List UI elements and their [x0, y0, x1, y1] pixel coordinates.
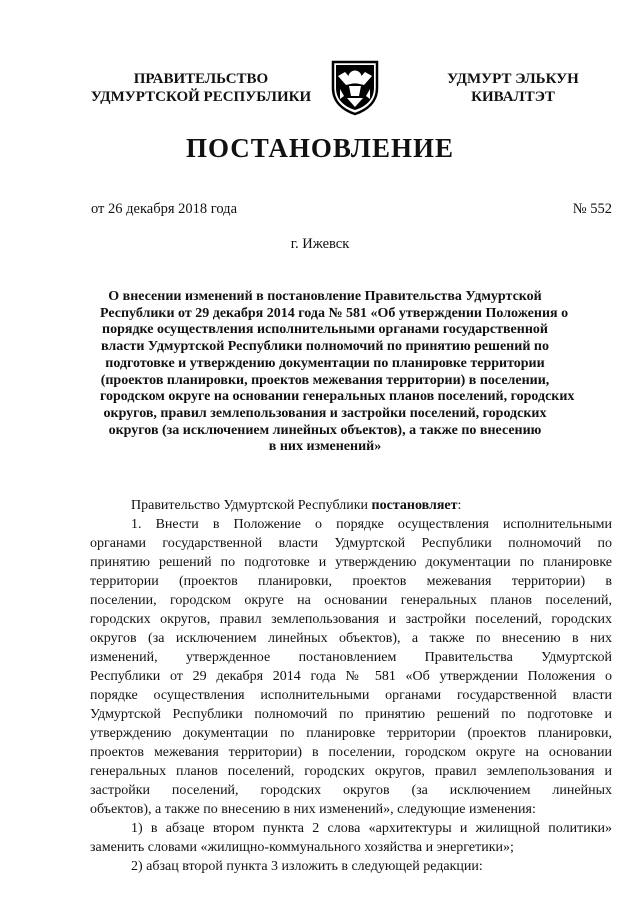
subject-line: порядке осуществления исполнительными органами государственной	[102, 322, 548, 338]
body-line: проектов межевания территории) в поселении, городском округе на основании	[90, 745, 612, 760]
body-intro	[90, 496, 612, 515]
header-left	[86, 70, 316, 106]
body-line: утверждению документации по планировке территории (проектов планировки,	[90, 726, 612, 741]
intro-keyword: постановляет	[371, 498, 458, 513]
body-line: объектов), а также по внесению в них изменений», следующие изменения:	[90, 802, 536, 817]
body-line: 1. Внести в Положение о порядке осуществления исполнительными	[131, 517, 612, 532]
coat-of-arms-emblem	[329, 58, 381, 116]
header-left-line-1: ПРАВИТЕЛЬСТВО	[133, 71, 269, 87]
body-line: территории (проектов планировки, проектов межевания территории) в	[90, 574, 612, 589]
body-line: генеральных планов поселений, городских округов, правил землепользования и	[90, 764, 612, 779]
document-body	[90, 496, 612, 876]
body-line: округов (за исключением линейных объектов), а также по внесению в них	[90, 631, 612, 646]
subject-line: Республики от 29 декабря 2014 года № 581 «Об утверждении Положения о	[100, 305, 569, 321]
subject-line: в них изменений»	[268, 439, 382, 455]
body-line: заменить словами «жилищно-коммунального хозяйства и энергетики»;	[90, 840, 514, 855]
header-right	[428, 70, 598, 106]
body-line: Республики от 29 декабря 2014 года № 581 «Об утверждении Положения о	[90, 669, 612, 684]
subject-line: (проектов планировки, проектов межевания территории) в поселении,	[100, 372, 550, 388]
subject-line: городском округе на основании генеральных планов поселений, городских	[100, 389, 575, 405]
document-city: г. Ижевск	[290, 236, 350, 252]
header-right-line-2: КИВАЛТЭТ	[471, 89, 555, 105]
intro-colon: :	[457, 498, 462, 513]
body-line: городских округов, правил землепользования и застройки поселений, городских	[90, 612, 612, 627]
subject-line: подготовке и утверждению документации по планировке территории	[105, 355, 545, 371]
body-line: изменений, утвержденное постановлением Правительства Удмуртской	[90, 650, 612, 665]
subject-line: О внесении изменений в постановление Правительства Удмуртской	[108, 289, 542, 304]
subject-line: округов, правил землепользования и застройки поселений, городских	[103, 405, 547, 421]
body-line: застройки поселений, городских округов (за исключением линейных	[90, 783, 612, 798]
intro-text: Правительство Удмуртской Республики	[131, 498, 372, 513]
document-subject	[100, 289, 575, 456]
subject-line: округов (за исключением линейных объектов), а также по внесению	[108, 422, 542, 438]
header-right-line-1: УДМУРТ ЭЛЬКУН	[447, 71, 579, 87]
body-line: порядке осуществления исполнительными органами государственной власти	[90, 688, 612, 703]
body-line: поселении, городском округе на основании генеральных планов поселений,	[90, 593, 612, 608]
body-line: 2) абзац второй пункта 3 изложить в следующей редакции:	[131, 859, 483, 874]
body-line: органами государственной власти Удмуртской Республики полномочий по	[90, 536, 612, 551]
document-title: ПОСТАНОВЛЕНИЕ	[185, 133, 455, 163]
header-left-line-2: УДМУРТСКОЙ РЕСПУБЛИКИ	[90, 89, 312, 105]
subject-line: власти Удмуртской Республики полномочий по принятию решений по	[101, 339, 549, 355]
body-line: 1) в абзаце втором пункта 2 слова «архитектуры и жилищной политики»	[131, 821, 612, 836]
document-date: от 26 декабря 2018 года	[91, 201, 237, 217]
body-line: Удмуртской Республики полномочий по принятию решений по подготовке и	[90, 707, 612, 722]
body-line: принятию решений по подготовке и утверждению документации по планировке	[90, 555, 612, 570]
document-number: № 552	[572, 201, 612, 217]
